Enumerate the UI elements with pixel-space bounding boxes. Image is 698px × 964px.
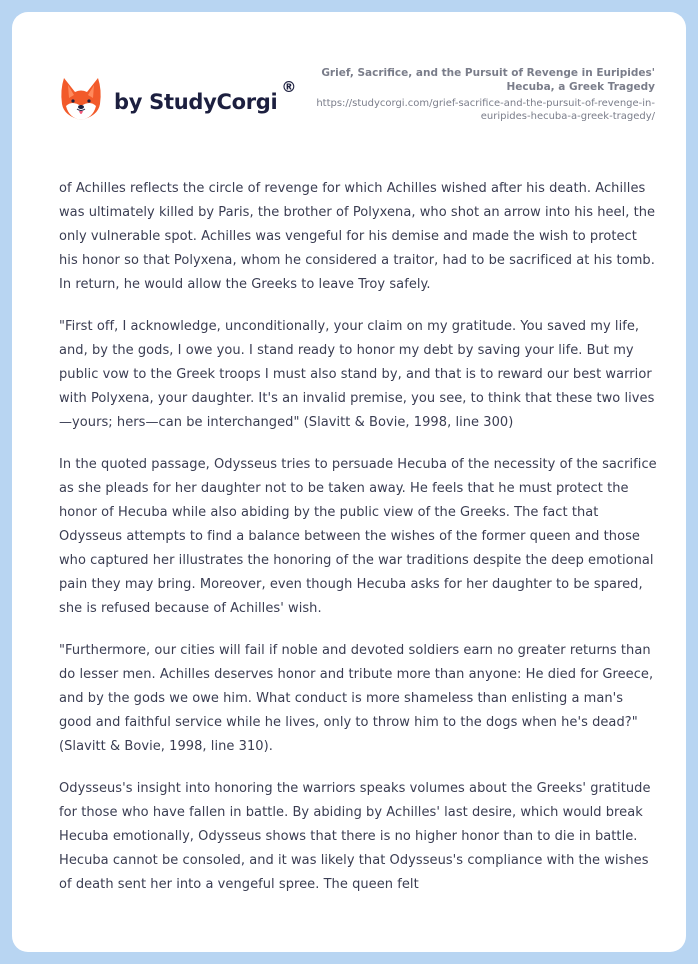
paragraph: Odysseus's insight into honoring the warriors speaks volumes about the Greeks' gratitude for those who have fallen in battle. By abiding by Achilles' last desire, which would break Hecuba emotionally, Odysseus shows that there is no higher honor than to die in battle. Hecuba cannot be consoled, and it was likely that Odysseus's compliance with the wishes of death sent her into a vengeful spree. The queen felt xyxy=(59,781,651,892)
document-url[interactable]: https://studycorgi.com/grief-sacrifice-and-the-pursuit-of-revenge-in-euripides-hecuba-a-greek-tragedy/ xyxy=(316,98,655,122)
document-title: Grief, Sacrifice, and the Pursuit of Revenge in Euripides' Hecuba, a Greek Tragedy xyxy=(321,67,655,93)
quote-paragraph: "First off, I acknowledge, unconditionally, your claim on my gratitude. You saved my life, and, by the gods, I owe you. I stand ready to honor my debt by saving your life. But my public vow to the Greek troops I must also stand by, and that is to reward our best warrior with Polyxena, your daughter. It's an invalid premise, you see, to think that these two lives—yours; hers—can be interchanged" (Slavitt & Bovie, 1998, line 300) xyxy=(59,319,655,430)
brand-name: by StudyCorgi xyxy=(114,90,278,114)
studycorgi-logo[interactable] xyxy=(60,76,296,122)
paragraph: of Achilles reflects the circle of revenge for which Achilles wished after his death. Achilles was ultimately killed by Paris, the brother of Polyxena, who shot an arrow into his heel, the only vulnerable spot. Achilles was vengeful for his demise and made the wish to protect his honor so that Polyxena, whom he considered a traitor, had to be sacrificed at his tomb. In return, he would allow the Greeks to leave Troy safely. xyxy=(59,181,656,292)
registered-mark: ® xyxy=(281,78,297,96)
document-card xyxy=(12,12,686,952)
paragraph: In the quoted passage, Odysseus tries to persuade Hecuba of the necessity of the sacrifice as she pleads for her daughter not to be taken away. He feels that he must protect the honor of Hecuba while also abiding by the public view of the Greeks. The fact that Odysseus attempts to find a balance between the wishes of the former queen and those who captured her illustrates the honoring of the war traditions despite the deep emotional pain they may bring. Moreover, even though Hecuba asks for her daughter to be spared, she is refused because of Achilles' wish. xyxy=(59,457,657,616)
corgi-logo-icon xyxy=(60,76,102,122)
quote-paragraph: "Furthermore, our cities will fail if noble and devoted soldiers earn no greater returns than do lesser men. Achilles deserves honor and tribute more than anyone: He died for Greece, and by the gods we owe him. What conduct is more shameless than enlisting a man's good and faithful service while he lives, only to throw him to the dogs when he's dead?" (Slavitt & Bovie, 1998, line 310). xyxy=(59,643,654,754)
page-header xyxy=(12,12,686,162)
document-body xyxy=(59,177,659,915)
document-meta xyxy=(295,66,655,123)
